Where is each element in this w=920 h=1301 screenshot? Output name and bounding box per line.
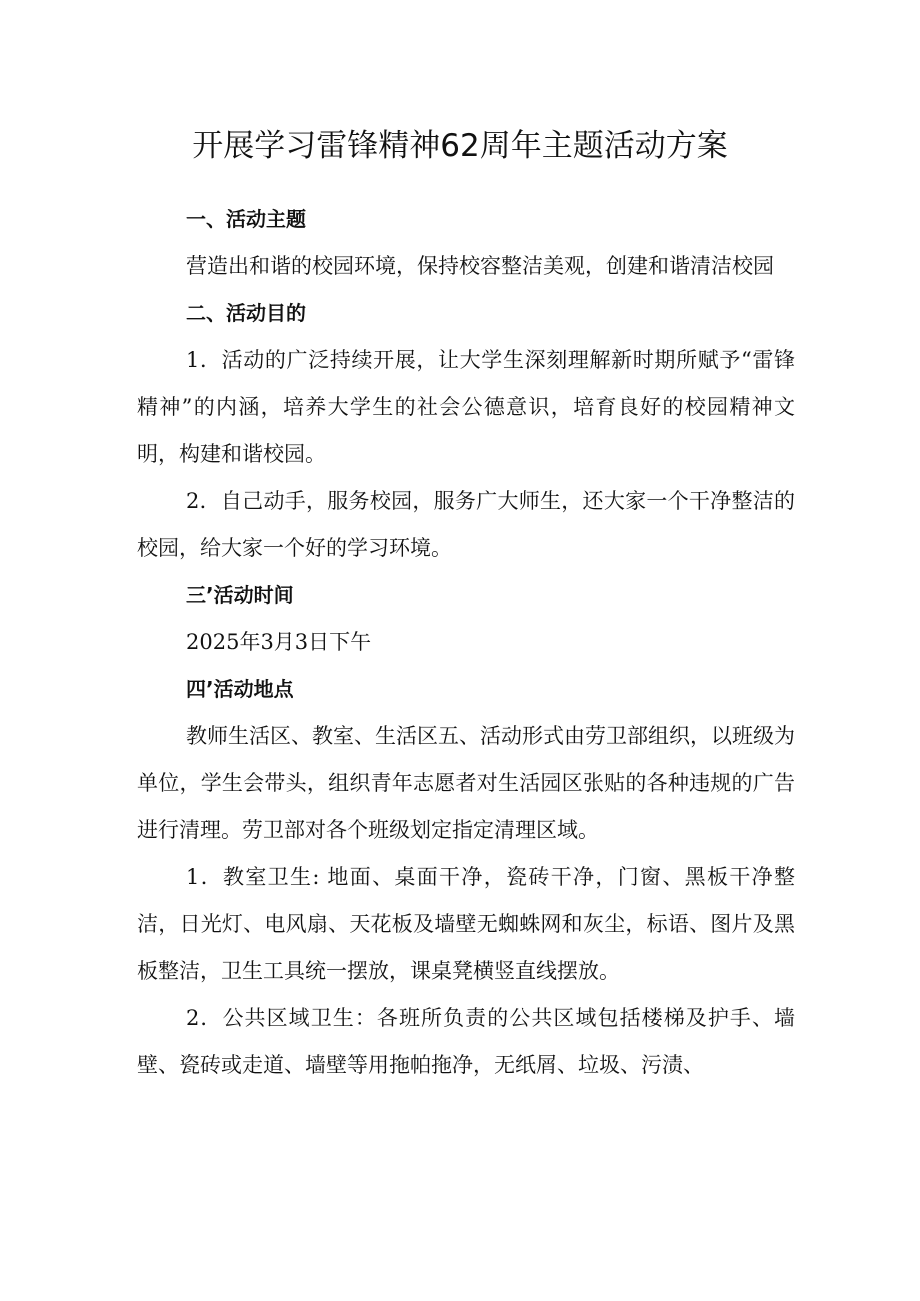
section-heading-purpose: 二、活动目的 <box>186 301 306 325</box>
location-paragraph: 教师生活区、教室、生活区五、活动形式由劳卫部组织，以班级为单位，学生会带头，组织青年志愿者对生活园区张贴的各种违规的广告进行清理。劳卫部对各个班级划定指定清理区域。 <box>137 724 795 842</box>
theme-paragraph: 营造出和谐的校园环境，保持校容整洁美观，创建和谐清洁校园 <box>186 254 774 278</box>
section-heading-time: 三’活动时间 <box>186 583 294 607</box>
purpose-item-1: 1．活动的广泛持续开展，让大学生深刻理解新时期所赋予“雷锋精神”的内涵，培养大学生的社会公德意识，培育良好的校园精神文明，构建和谐校园。 <box>137 348 795 466</box>
document-body <box>137 196 795 1089</box>
cleaning-item-1: 1．教室卫生: 地面、桌面干净，瓷砖干净，门窗、黑板干净整洁，日光灯、电风扇、天花板及墙壁无蜘蛛网和灰尘，标语、图片及黑板整洁，卫生工具统一摆放，课桌凳横竖直线摆放。 <box>137 865 795 983</box>
purpose-item-2: 2．自己动手，服务校园，服务广大师生，还大家一个干净整洁的校园，给大家一个好的学习环境。 <box>137 489 795 560</box>
cleaning-item-2: 2．公共区域卫生：各班所负责的公共区域包括楼梯及护手、墙壁、瓷砖或走道、墙壁等用拖帕拖净，无纸屑、垃圾、污渍、 <box>137 1006 795 1077</box>
document-title: 开展学习雷锋精神62周年主题活动方案 <box>192 127 728 164</box>
section-heading-theme: 一、活动主题 <box>186 207 306 231</box>
section-heading-location: 四’活动地点 <box>186 677 294 701</box>
time-paragraph: 2025年3月3日下午 <box>186 630 372 654</box>
